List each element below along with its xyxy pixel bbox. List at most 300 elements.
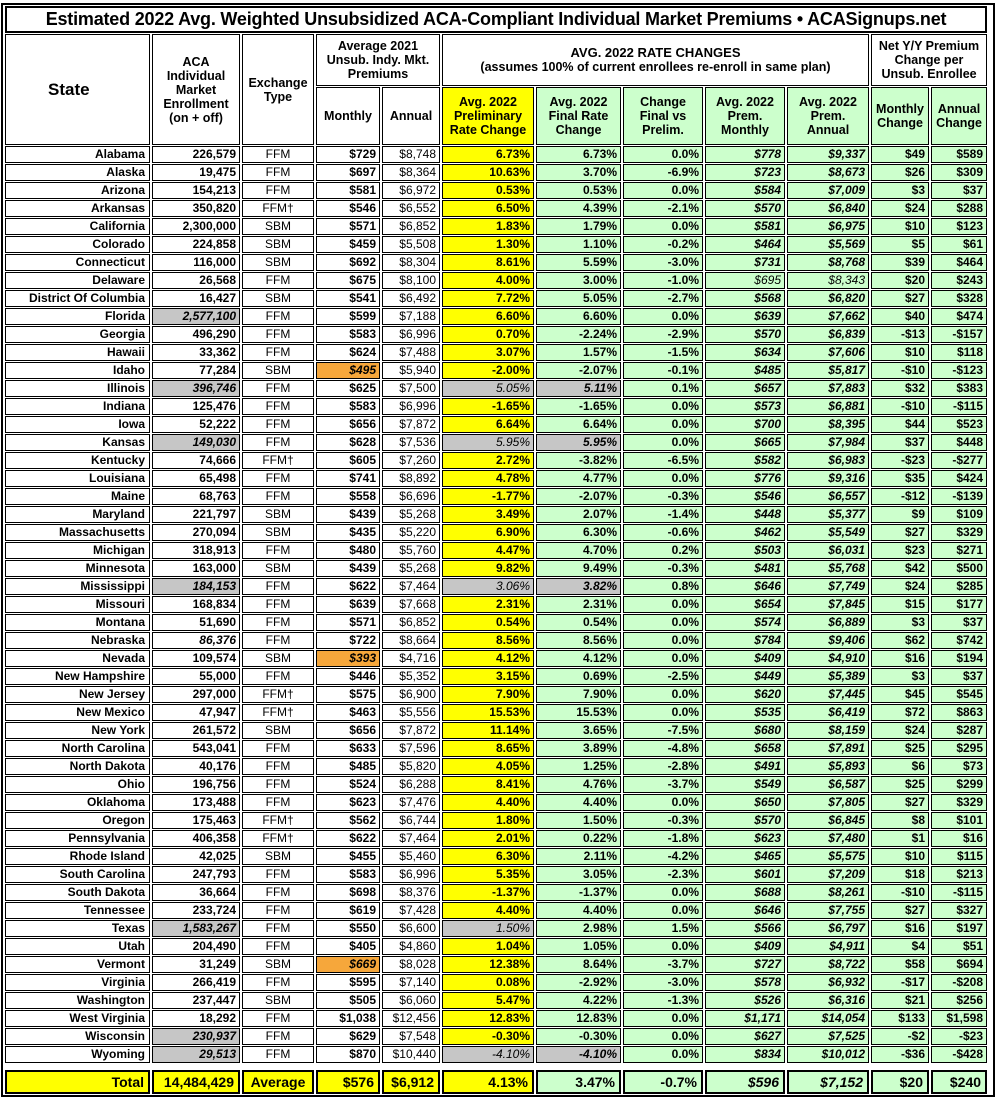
cell-final-rate-change: 9.49% bbox=[536, 560, 621, 577]
cell-state: Minnesota bbox=[5, 560, 150, 577]
cell-state: Maryland bbox=[5, 506, 150, 523]
cell-state: Nebraska bbox=[5, 632, 150, 649]
cell-state: Missouri bbox=[5, 596, 150, 613]
cell-enrollment: 18,292 bbox=[152, 1010, 240, 1027]
table-row bbox=[5, 614, 987, 631]
cell-change-vs-prelim: -0.6% bbox=[623, 524, 703, 541]
cell-final-rate-change: 0.53% bbox=[536, 182, 621, 199]
cell-prelim-rate-change: 8.56% bbox=[442, 632, 534, 649]
cell-prelim-rate-change: 4.00% bbox=[442, 272, 534, 289]
cell-2021-monthly-premium: $622 bbox=[316, 578, 380, 595]
cell-2022-prem-monthly: $574 bbox=[705, 614, 785, 631]
cell-2021-annual-premium: $5,268 bbox=[382, 506, 440, 523]
cell-2021-annual-premium: $8,100 bbox=[382, 272, 440, 289]
cell-change-vs-prelim: 0.0% bbox=[623, 308, 703, 325]
table-row bbox=[5, 740, 987, 757]
cell-2021-annual-premium: $6,552 bbox=[382, 200, 440, 217]
cell-change-vs-prelim: 0.0% bbox=[623, 182, 703, 199]
cell-prelim-rate-change: 3.15% bbox=[442, 668, 534, 685]
cell-enrollment: 297,000 bbox=[152, 686, 240, 703]
table-row bbox=[5, 830, 987, 847]
cell-prelim-rate-change: 0.54% bbox=[442, 614, 534, 631]
cell-2022-prem-annual: $7,755 bbox=[787, 902, 869, 919]
table-row bbox=[5, 470, 987, 487]
rate-changes-group-title: AVG. 2022 RATE CHANGES bbox=[570, 44, 741, 60]
cell-2021-annual-premium: $6,696 bbox=[382, 488, 440, 505]
cell-final-rate-change: 7.90% bbox=[536, 686, 621, 703]
cell-state: Illinois bbox=[5, 380, 150, 397]
cell-monthly-change: $18 bbox=[871, 866, 929, 883]
column-group-net-yy-premium-change: Net Y/Y Premium Change per Unsub. Enrollee bbox=[871, 34, 987, 86]
cell-2021-annual-premium: $6,972 bbox=[382, 182, 440, 199]
cell-exchange-type: FFM bbox=[242, 398, 314, 415]
cell-exchange-type: FFM bbox=[242, 326, 314, 343]
cell-enrollment: 196,756 bbox=[152, 776, 240, 793]
cell-2022-prem-monthly: $535 bbox=[705, 704, 785, 721]
cell-annual-change: -$277 bbox=[931, 452, 987, 469]
cell-prelim-rate-change: 3.07% bbox=[442, 344, 534, 361]
cell-state: Utah bbox=[5, 938, 150, 955]
cell-change-vs-prelim: -6.9% bbox=[623, 164, 703, 181]
cell-exchange-type: SBM bbox=[242, 290, 314, 307]
cell-state: Wisconsin bbox=[5, 1028, 150, 1045]
cell-2022-prem-annual: $6,820 bbox=[787, 290, 869, 307]
cell-annual-change: $383 bbox=[931, 380, 987, 397]
table-row bbox=[5, 164, 987, 181]
cell-2021-monthly-premium: $575 bbox=[316, 686, 380, 703]
cell-2021-annual-premium: $5,460 bbox=[382, 848, 440, 865]
cell-enrollment: 31,249 bbox=[152, 956, 240, 973]
cell-monthly-change: $1 bbox=[871, 830, 929, 847]
cell-prelim-rate-change: 12.38% bbox=[442, 956, 534, 973]
cell-exchange-type: FFM bbox=[242, 1010, 314, 1027]
cell-monthly-change: $10 bbox=[871, 848, 929, 865]
cell-final-rate-change: 1.50% bbox=[536, 812, 621, 829]
header-group-row bbox=[5, 34, 987, 86]
cell-2022-prem-annual: $9,406 bbox=[787, 632, 869, 649]
cell-change-vs-prelim: -3.0% bbox=[623, 254, 703, 271]
cell-change-vs-prelim: -0.2% bbox=[623, 236, 703, 253]
cell-change-vs-prelim: 0.0% bbox=[623, 884, 703, 901]
cell-2022-prem-annual: $7,525 bbox=[787, 1028, 869, 1045]
cell-prelim-rate-change: 4.40% bbox=[442, 902, 534, 919]
cell-final-rate-change: 0.69% bbox=[536, 668, 621, 685]
cell-enrollment: 116,000 bbox=[152, 254, 240, 271]
cell-annual-change: $464 bbox=[931, 254, 987, 271]
cell-state: Georgia bbox=[5, 326, 150, 343]
cell-exchange-type: FFM bbox=[242, 164, 314, 181]
cell-2021-annual-premium: $5,940 bbox=[382, 362, 440, 379]
cell-2021-monthly-premium: $870 bbox=[316, 1046, 380, 1063]
cell-change-vs-prelim: 0.8% bbox=[623, 578, 703, 595]
cell-state: New Jersey bbox=[5, 686, 150, 703]
cell-enrollment: 173,488 bbox=[152, 794, 240, 811]
table-row bbox=[5, 398, 987, 415]
cell-enrollment: 2,577,100 bbox=[152, 308, 240, 325]
cell-2021-annual-premium: $7,548 bbox=[382, 1028, 440, 1045]
cell-2021-annual-premium: $5,760 bbox=[382, 542, 440, 559]
cell-monthly-change: -$17 bbox=[871, 974, 929, 991]
cell-change-vs-prelim: -2.1% bbox=[623, 200, 703, 217]
cell-2022-prem-monthly: $448 bbox=[705, 506, 785, 523]
cell-monthly-change: $62 bbox=[871, 632, 929, 649]
cell-enrollment: 77,284 bbox=[152, 362, 240, 379]
cell-annual-change: $327 bbox=[931, 902, 987, 919]
table-row bbox=[5, 146, 987, 163]
cell-exchange-type: FFM bbox=[242, 668, 314, 685]
cell-annual-change: -$208 bbox=[931, 974, 987, 991]
cell-final-rate-change: 4.22% bbox=[536, 992, 621, 1009]
cell-final-rate-change: 3.82% bbox=[536, 578, 621, 595]
cell-state: Oklahoma bbox=[5, 794, 150, 811]
cell-2021-monthly-premium: $446 bbox=[316, 668, 380, 685]
cell-enrollment: 19,475 bbox=[152, 164, 240, 181]
cell-2021-annual-premium: $6,288 bbox=[382, 776, 440, 793]
cell-prelim-rate-change: 2.72% bbox=[442, 452, 534, 469]
cell-2022-prem-annual: $6,797 bbox=[787, 920, 869, 937]
cell-enrollment: 261,572 bbox=[152, 722, 240, 739]
cell-state: Ohio bbox=[5, 776, 150, 793]
total-average-label: Average bbox=[242, 1070, 314, 1094]
cell-2021-monthly-premium: $505 bbox=[316, 992, 380, 1009]
cell-state: New Hampshire bbox=[5, 668, 150, 685]
column-header-2021-monthly: Monthly bbox=[316, 87, 380, 145]
table-row bbox=[5, 182, 987, 199]
cell-2022-prem-monthly: $620 bbox=[705, 686, 785, 703]
cell-2022-prem-monthly: $658 bbox=[705, 740, 785, 757]
cell-annual-change: $109 bbox=[931, 506, 987, 523]
table-row bbox=[5, 344, 987, 361]
cell-2022-prem-annual: $14,054 bbox=[787, 1010, 869, 1027]
cell-monthly-change: $4 bbox=[871, 938, 929, 955]
cell-annual-change: -$115 bbox=[931, 398, 987, 415]
cell-2022-prem-monthly: $570 bbox=[705, 200, 785, 217]
cell-2022-prem-annual: $6,419 bbox=[787, 704, 869, 721]
cell-final-rate-change: 1.25% bbox=[536, 758, 621, 775]
cell-exchange-type: FFM† bbox=[242, 452, 314, 469]
cell-annual-change: $474 bbox=[931, 308, 987, 325]
cell-annual-change: $448 bbox=[931, 434, 987, 451]
column-group-2022-rate-changes bbox=[442, 34, 869, 86]
cell-annual-change: $742 bbox=[931, 632, 987, 649]
cell-exchange-type: FFM bbox=[242, 416, 314, 433]
cell-prelim-rate-change: 9.82% bbox=[442, 560, 534, 577]
cell-exchange-type: FFM bbox=[242, 740, 314, 757]
cell-annual-change: $256 bbox=[931, 992, 987, 1009]
cell-2022-prem-annual: $6,932 bbox=[787, 974, 869, 991]
cell-2021-annual-premium: $8,892 bbox=[382, 470, 440, 487]
cell-exchange-type: SBM bbox=[242, 560, 314, 577]
cell-final-rate-change: 5.05% bbox=[536, 290, 621, 307]
cell-enrollment: 163,000 bbox=[152, 560, 240, 577]
cell-2022-prem-annual: $4,910 bbox=[787, 650, 869, 667]
cell-annual-change: $545 bbox=[931, 686, 987, 703]
table-row bbox=[5, 920, 987, 937]
cell-monthly-change: $39 bbox=[871, 254, 929, 271]
table-row bbox=[5, 956, 987, 973]
total-2022-prem-monthly: $596 bbox=[705, 1070, 785, 1094]
cell-prelim-rate-change: 6.73% bbox=[442, 146, 534, 163]
cell-2022-prem-annual: $9,316 bbox=[787, 470, 869, 487]
table-row bbox=[5, 560, 987, 577]
cell-prelim-rate-change: 4.78% bbox=[442, 470, 534, 487]
total-monthly-change: $20 bbox=[871, 1070, 929, 1094]
cell-2022-prem-monthly: $646 bbox=[705, 902, 785, 919]
cell-2022-prem-annual: $7,009 bbox=[787, 182, 869, 199]
cell-exchange-type: SBM bbox=[242, 992, 314, 1009]
cell-change-vs-prelim: -4.2% bbox=[623, 848, 703, 865]
cell-2021-monthly-premium: $583 bbox=[316, 866, 380, 883]
cell-change-vs-prelim: 0.0% bbox=[623, 938, 703, 955]
cell-final-rate-change: -2.92% bbox=[536, 974, 621, 991]
table-row bbox=[5, 200, 987, 217]
cell-exchange-type: SBM bbox=[242, 506, 314, 523]
cell-2022-prem-annual: $5,575 bbox=[787, 848, 869, 865]
cell-2022-prem-annual: $7,606 bbox=[787, 344, 869, 361]
cell-annual-change: $115 bbox=[931, 848, 987, 865]
cell-state: Florida bbox=[5, 308, 150, 325]
cell-state: Vermont bbox=[5, 956, 150, 973]
cell-final-rate-change: 4.40% bbox=[536, 794, 621, 811]
column-header-enrollment: ACA Individual Market Enrollment (on + off) bbox=[152, 34, 240, 145]
cell-annual-change: $523 bbox=[931, 416, 987, 433]
cell-enrollment: 149,030 bbox=[152, 434, 240, 451]
cell-2022-prem-annual: $6,845 bbox=[787, 812, 869, 829]
cell-2021-annual-premium: $6,900 bbox=[382, 686, 440, 703]
cell-final-rate-change: 4.76% bbox=[536, 776, 621, 793]
cell-2022-prem-annual: $7,984 bbox=[787, 434, 869, 451]
cell-2021-monthly-premium: $583 bbox=[316, 326, 380, 343]
cell-monthly-change: $72 bbox=[871, 704, 929, 721]
table-row bbox=[5, 848, 987, 865]
cell-2022-prem-monthly: $570 bbox=[705, 812, 785, 829]
cell-2021-monthly-premium: $698 bbox=[316, 884, 380, 901]
cell-annual-change: $37 bbox=[931, 614, 987, 631]
cell-2021-annual-premium: $4,716 bbox=[382, 650, 440, 667]
cell-2022-prem-annual: $8,343 bbox=[787, 272, 869, 289]
cell-enrollment: 406,358 bbox=[152, 830, 240, 847]
table-row bbox=[5, 506, 987, 523]
cell-change-vs-prelim: 0.0% bbox=[623, 1028, 703, 1045]
cell-monthly-change: $32 bbox=[871, 380, 929, 397]
cell-prelim-rate-change: 5.95% bbox=[442, 434, 534, 451]
cell-exchange-type: FFM bbox=[242, 974, 314, 991]
cell-exchange-type: FFM bbox=[242, 920, 314, 937]
table-row bbox=[5, 218, 987, 235]
cell-monthly-change: $25 bbox=[871, 776, 929, 793]
cell-state: District Of Columbia bbox=[5, 290, 150, 307]
cell-monthly-change: $9 bbox=[871, 506, 929, 523]
cell-2021-annual-premium: $7,500 bbox=[382, 380, 440, 397]
cell-exchange-type: FFM bbox=[242, 146, 314, 163]
cell-final-rate-change: 2.07% bbox=[536, 506, 621, 523]
cell-change-vs-prelim: 0.0% bbox=[623, 686, 703, 703]
cell-enrollment: 55,000 bbox=[152, 668, 240, 685]
cell-monthly-change: $8 bbox=[871, 812, 929, 829]
cell-state: Tennessee bbox=[5, 902, 150, 919]
cell-change-vs-prelim: -1.8% bbox=[623, 830, 703, 847]
cell-exchange-type: FFM bbox=[242, 344, 314, 361]
cell-monthly-change: $27 bbox=[871, 794, 929, 811]
cell-2021-annual-premium: $6,060 bbox=[382, 992, 440, 1009]
cell-prelim-rate-change: 6.64% bbox=[442, 416, 534, 433]
cell-2021-monthly-premium: $624 bbox=[316, 344, 380, 361]
cell-final-rate-change: 6.64% bbox=[536, 416, 621, 433]
cell-2022-prem-monthly: $485 bbox=[705, 362, 785, 379]
cell-enrollment: 40,176 bbox=[152, 758, 240, 775]
cell-2021-monthly-premium: $393 bbox=[316, 650, 380, 667]
table-body bbox=[5, 146, 987, 1063]
cell-exchange-type: FFM† bbox=[242, 812, 314, 829]
table-row bbox=[5, 812, 987, 829]
cell-state: Indiana bbox=[5, 398, 150, 415]
cell-2022-prem-monthly: $627 bbox=[705, 1028, 785, 1045]
column-header-prelim-rate-change: Avg. 2022 Preliminary Rate Change bbox=[442, 87, 534, 145]
cell-2021-monthly-premium: $524 bbox=[316, 776, 380, 793]
cell-2022-prem-annual: $8,722 bbox=[787, 956, 869, 973]
cell-enrollment: 184,153 bbox=[152, 578, 240, 595]
cell-monthly-change: $3 bbox=[871, 668, 929, 685]
cell-2021-monthly-premium: $562 bbox=[316, 812, 380, 829]
cell-enrollment: 350,820 bbox=[152, 200, 240, 217]
cell-prelim-rate-change: 0.70% bbox=[442, 326, 534, 343]
cell-exchange-type: FFM bbox=[242, 866, 314, 883]
cell-final-rate-change: -1.37% bbox=[536, 884, 621, 901]
cell-final-rate-change: 4.12% bbox=[536, 650, 621, 667]
cell-annual-change: -$428 bbox=[931, 1046, 987, 1063]
cell-monthly-change: $44 bbox=[871, 416, 929, 433]
cell-prelim-rate-change: 8.65% bbox=[442, 740, 534, 757]
page-title: Estimated 2022 Avg. Weighted Unsubsidized ACA-Compliant Individual Market Premiums • ACASignups.net bbox=[5, 6, 987, 33]
cell-exchange-type: FFM bbox=[242, 470, 314, 487]
cell-enrollment: 1,583,267 bbox=[152, 920, 240, 937]
cell-2022-prem-monthly: $695 bbox=[705, 272, 785, 289]
cell-state: Kansas bbox=[5, 434, 150, 451]
cell-state: North Dakota bbox=[5, 758, 150, 775]
cell-2021-monthly-premium: $546 bbox=[316, 200, 380, 217]
cell-final-rate-change: 6.60% bbox=[536, 308, 621, 325]
rate-changes-group-subtitle: (assumes 100% of current enrollees re-enroll in same plan) bbox=[480, 60, 831, 75]
cell-enrollment: 86,376 bbox=[152, 632, 240, 649]
column-header-state: State bbox=[5, 34, 150, 145]
cell-annual-change: -$157 bbox=[931, 326, 987, 343]
cell-change-vs-prelim: -2.8% bbox=[623, 758, 703, 775]
cell-state: Virginia bbox=[5, 974, 150, 991]
cell-prelim-rate-change: -2.00% bbox=[442, 362, 534, 379]
table-row bbox=[5, 722, 987, 739]
cell-2021-monthly-premium: $623 bbox=[316, 794, 380, 811]
cell-change-vs-prelim: -2.9% bbox=[623, 326, 703, 343]
cell-2022-prem-annual: $6,975 bbox=[787, 218, 869, 235]
cell-2021-monthly-premium: $697 bbox=[316, 164, 380, 181]
table-row bbox=[5, 488, 987, 505]
cell-enrollment: 247,793 bbox=[152, 866, 240, 883]
total-2021-annual: $6,912 bbox=[382, 1070, 440, 1094]
cell-exchange-type: FFM bbox=[242, 902, 314, 919]
cell-2022-prem-annual: $10,012 bbox=[787, 1046, 869, 1063]
cell-change-vs-prelim: -1.3% bbox=[623, 992, 703, 1009]
cell-2022-prem-annual: $9,337 bbox=[787, 146, 869, 163]
cell-change-vs-prelim: 0.0% bbox=[623, 704, 703, 721]
cell-prelim-rate-change: -1.65% bbox=[442, 398, 534, 415]
table-row bbox=[5, 704, 987, 721]
cell-annual-change: $288 bbox=[931, 200, 987, 217]
cell-change-vs-prelim: -0.1% bbox=[623, 362, 703, 379]
cell-2022-prem-annual: $5,768 bbox=[787, 560, 869, 577]
cell-2021-monthly-premium: $480 bbox=[316, 542, 380, 559]
cell-enrollment: 68,763 bbox=[152, 488, 240, 505]
cell-enrollment: 109,574 bbox=[152, 650, 240, 667]
cell-2021-annual-premium: $6,744 bbox=[382, 812, 440, 829]
cell-2021-annual-premium: $6,852 bbox=[382, 614, 440, 631]
cell-2022-prem-annual: $8,768 bbox=[787, 254, 869, 271]
cell-annual-change: $271 bbox=[931, 542, 987, 559]
cell-enrollment: 233,724 bbox=[152, 902, 240, 919]
cell-monthly-change: $25 bbox=[871, 740, 929, 757]
cell-final-rate-change: 2.31% bbox=[536, 596, 621, 613]
cell-2022-prem-annual: $8,261 bbox=[787, 884, 869, 901]
cell-monthly-change: $133 bbox=[871, 1010, 929, 1027]
cell-exchange-type: SBM bbox=[242, 650, 314, 667]
cell-2022-prem-monthly: $665 bbox=[705, 434, 785, 451]
cell-2022-prem-annual: $7,891 bbox=[787, 740, 869, 757]
cell-monthly-change: -$36 bbox=[871, 1046, 929, 1063]
cell-monthly-change: $5 bbox=[871, 236, 929, 253]
cell-2021-monthly-premium: $583 bbox=[316, 398, 380, 415]
cell-state: Louisiana bbox=[5, 470, 150, 487]
cell-final-rate-change: -2.07% bbox=[536, 362, 621, 379]
cell-enrollment: 65,498 bbox=[152, 470, 240, 487]
cell-2022-prem-monthly: $654 bbox=[705, 596, 785, 613]
cell-2021-annual-premium: $7,488 bbox=[382, 344, 440, 361]
cell-2022-prem-monthly: $481 bbox=[705, 560, 785, 577]
cell-monthly-change: $45 bbox=[871, 686, 929, 703]
cell-exchange-type: FFM bbox=[242, 884, 314, 901]
cell-state: Mississippi bbox=[5, 578, 150, 595]
cell-annual-change: $589 bbox=[931, 146, 987, 163]
cell-final-rate-change: -1.65% bbox=[536, 398, 621, 415]
cell-2021-monthly-premium: $455 bbox=[316, 848, 380, 865]
cell-exchange-type: FFM† bbox=[242, 686, 314, 703]
cell-monthly-change: -$10 bbox=[871, 398, 929, 415]
cell-annual-change: $194 bbox=[931, 650, 987, 667]
cell-final-rate-change: -2.07% bbox=[536, 488, 621, 505]
table-row bbox=[5, 1028, 987, 1045]
cell-enrollment: 266,419 bbox=[152, 974, 240, 991]
cell-change-vs-prelim: 0.0% bbox=[623, 614, 703, 631]
cell-2022-prem-annual: $6,881 bbox=[787, 398, 869, 415]
cell-2021-monthly-premium: $656 bbox=[316, 722, 380, 739]
cell-change-vs-prelim: 0.0% bbox=[623, 596, 703, 613]
total-annual-change: $240 bbox=[931, 1070, 987, 1094]
cell-2021-annual-premium: $7,596 bbox=[382, 740, 440, 757]
cell-state: North Carolina bbox=[5, 740, 150, 757]
cell-change-vs-prelim: 0.0% bbox=[623, 470, 703, 487]
cell-prelim-rate-change: 0.53% bbox=[442, 182, 534, 199]
cell-state: South Dakota bbox=[5, 884, 150, 901]
cell-2021-monthly-premium: $439 bbox=[316, 506, 380, 523]
cell-exchange-type: FFM bbox=[242, 272, 314, 289]
cell-2022-prem-annual: $6,839 bbox=[787, 326, 869, 343]
cell-exchange-type: FFM† bbox=[242, 704, 314, 721]
cell-enrollment: 52,222 bbox=[152, 416, 240, 433]
cell-prelim-rate-change: -1.77% bbox=[442, 488, 534, 505]
cell-exchange-type: FFM bbox=[242, 632, 314, 649]
cell-monthly-change: $16 bbox=[871, 920, 929, 937]
cell-change-vs-prelim: -2.5% bbox=[623, 668, 703, 685]
cell-2021-annual-premium: $10,440 bbox=[382, 1046, 440, 1063]
cell-final-rate-change: -4.10% bbox=[536, 1046, 621, 1063]
